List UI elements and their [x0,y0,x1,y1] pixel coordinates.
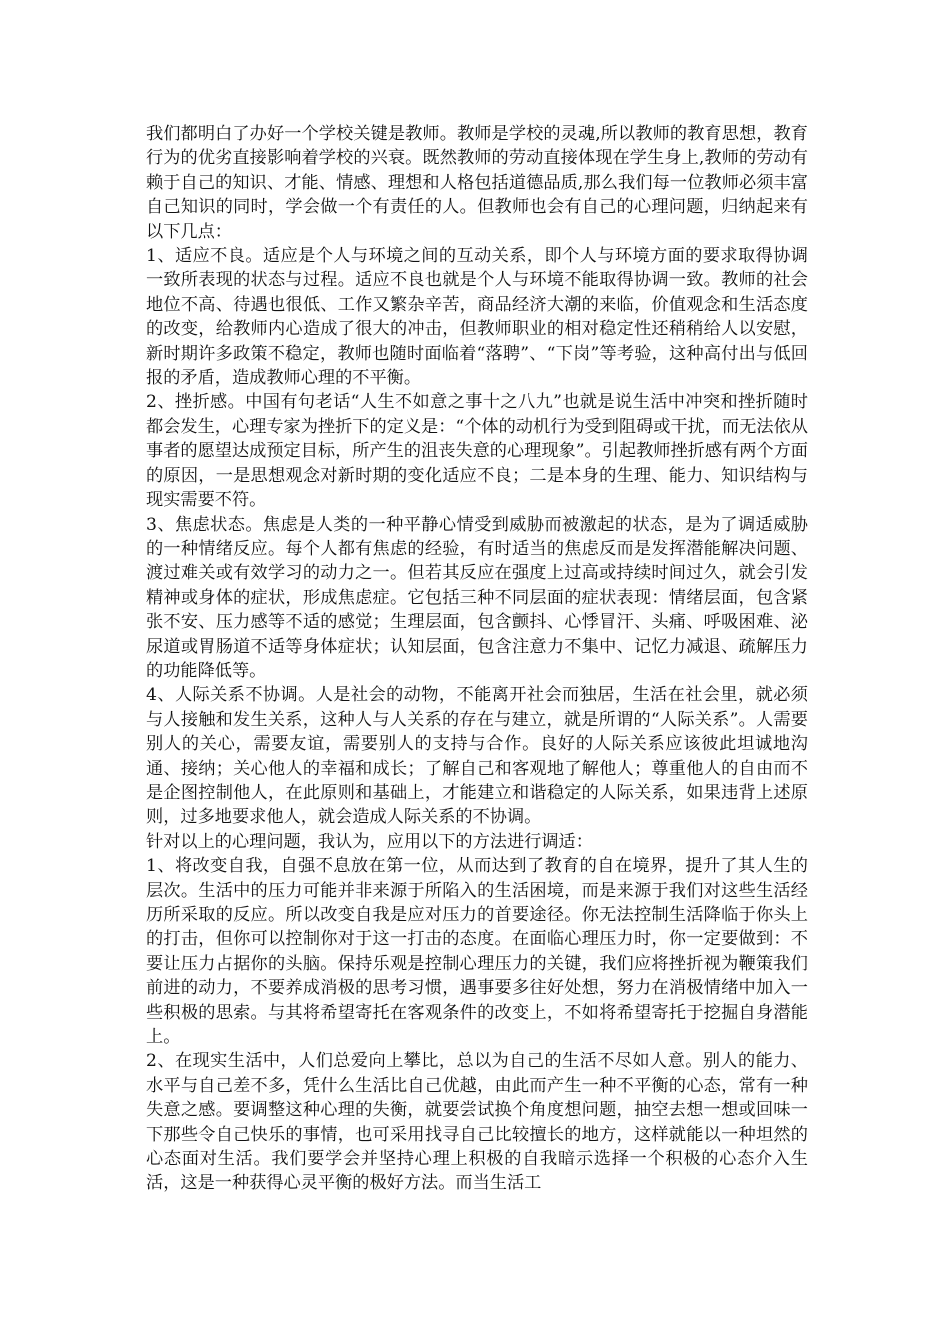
paragraph-intro: 我们都明白了办好一个学校关键是教师。教师是学校的灵魂,所以教师的教育思想，教育行为的优劣直接影响着学校的兴衰。既然教师的劳动直接体现在学生身上,教师的劳动有赖于自己的知识、才能、情感、理想和人格包括道德品质,那么我们每一位教师必须丰富自己知识的同时，学会做一个有责任的人。但教师也会有自己的心理问题，归纳起来有以下几点： [146,124,808,242]
paragraph-anxiety: 3、焦虑状态。焦虑是人类的一种平静心情受到威胁而被激起的状态，是为了调适威胁的一种情绪反应。每个人都有焦虑的经验，有时适当的焦虑反而是发挥潜能解决问题、渡过难关或有效学习的动力之一。但若其反应在强度上过高或持续时间过久，就会引发精神或身体的症状，形成焦虑症。它包括三种不同层面的症状表现：情绪层面，包含紧张不安、压力感等不适的感觉；生理层面，包含颤抖、心悸冒汗、头痛、呼吸困难、泌尿道或胃肠道不适等身体症状；认知层面，包含注意力不集中、记忆力减退、疏解压力的功能降低等。 [146,514,808,681]
paragraph-methods-intro: 针对以上的心理问题，我认为，应用以下的方法进行调适： [146,831,593,852]
paragraph-method-2: 2、在现实生活中，人们总爱向上攀比，总以为自己的生活不尽如人意。别人的能力、水平与自己差不多，凭什么生活比自己优越，由此而产生一种不平衡的心态，常有一种失意之感。要调整这种心理的失衡，就要尝试换个角度想问题，抽空去想一想或回味一下那些令自己快乐的事情，也可采用找寻自己比较擅长的地方，这样就能以一种坦然的心态面对生活。我们要学会并坚持心理上积极的自我暗示选择一个积极的心态介入生活，这是一种获得心灵平衡的极好方法。而当生活工 [146,1051,808,1194]
paragraph-frustration: 2、挫折感。中国有句老话“人生不如意之事十之八九”也就是说生活中冲突和挫折随时都会发生，心理专家为挫折下的定义是：“个体的动机行为受到阻碍或干扰，而无法依从事者的愿望达成预定目标，所产生的沮丧失意的心理现象”。引起教师挫折感有两个方面的原因，一是思想观念对新时期的变化适应不良；二是本身的生理、能力、知识结构与现实需要不符。 [146,392,808,511]
paragraph-maladjustment: 1、适应不良。适应是个人与环境之间的互动关系，即个人与环境方面的要求取得协调一致所表现的状态与过程。适应不良也就是个人与环境不能取得协调一致。教师的社会地位不高、待遇也很低、工作又繁杂辛苦，商品经济大潮的来临，价值观念和生活态度的改变，给教师内心造成了很大的冲击，但教师职业的相对稳定性还稍稍给人以安慰，新时期许多政策不稳定，教师也随时面临着“落聘”、“下岗”等考验，这种高付出与低回报的矛盾，造成教师心理的不平衡。 [146,246,808,389]
paragraph-method-1: 1、将改变自我，自强不息放在第一位，从而达到了教育的自在境界，提升了其人生的层次。生活中的压力可能并非来源于所陷入的生活困境，而是来源于我们对这些生活经历所采取的反应。所以改变自我是应对压力的首要途径。你无法控制生活降临于你头上的打击，但你可以控制你对于这一打击的态度。在面临心理压力时，你一定要做到：不要让压力占据你的头脑。保持乐观是控制心理压力的关键，我们应将挫折视为鞭策我们前进的动力，不要养成消极的思考习惯，遇事要多往好处想，努力在消极情绪中加入一些积极的思索。与其将希望寄托在客观条件的改变上，不如将希望寄托于挖掘自身潜能上。 [146,856,808,1048]
document-body [146,122,808,1196]
paragraph-interpersonal: 4、人际关系不协调。人是社会的动物，不能离开社会而独居，生活在社会里，就必须与人接触和发生关系，这种人与人关系的存在与建立，就是所谓的“人际关系”。人需要别人的关心，需要友谊，需要别人的支持与合作。良好的人际关系应该彼此坦诚地沟通、接纳；关心他人的幸福和成长；了解自己和客观地了解他人；尊重他人的自由而不是企图控制他人，在此原则和基础上，才能建立和谐稳定的人际关系，如果违背上述原则，过多地要求他人，就会造成人际关系的不协调。 [146,685,808,828]
